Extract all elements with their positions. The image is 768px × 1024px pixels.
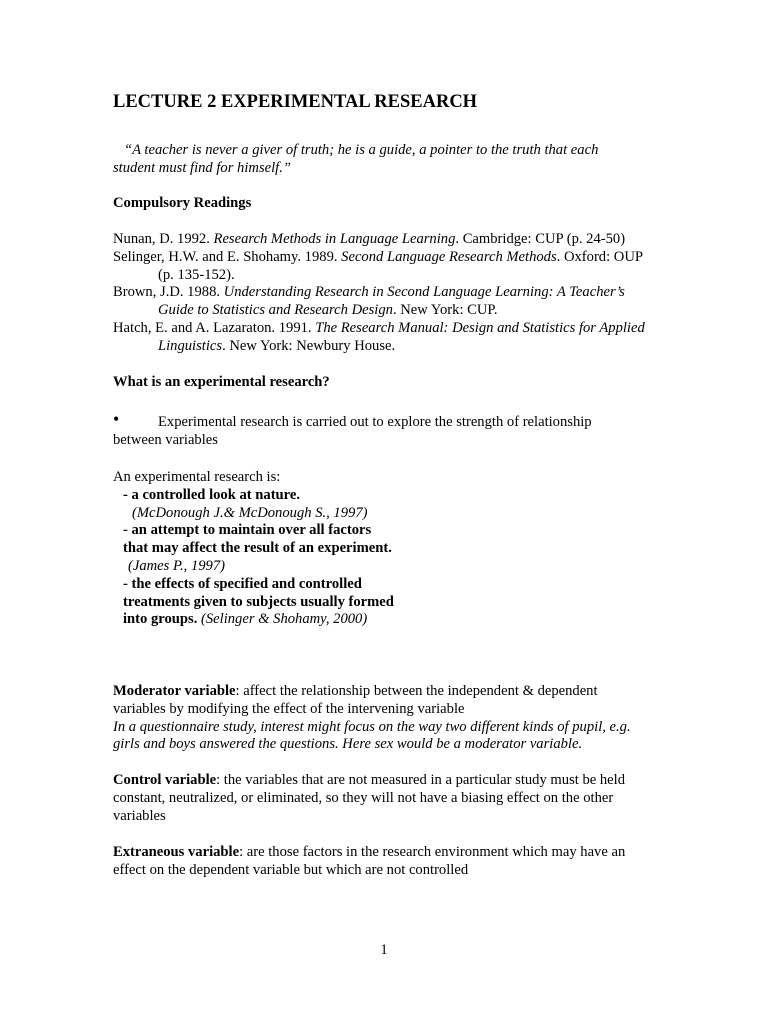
- definition-1-citation: (McDonough J.& McDonough S., 1997): [132, 504, 368, 521]
- extraneous-variable-paragraph: Extraneous variable: are those factors in the research environment which may have an effect on the dependent variable but which are not controlled: [113, 844, 626, 878]
- definitions-block: [113, 469, 658, 629]
- definition-3-line-3: into groups. (Selinger & Shohamy, 2000): [123, 611, 368, 628]
- page-title: LECTURE 2 EXPERIMENTAL RESEARCH: [113, 92, 478, 112]
- readings-heading: Compulsory Readings: [113, 195, 252, 211]
- moderator-variable-paragraph: Moderator variable: affect the relationship between the independent & dependent variables by modifying the effect of the intervening variable In a questionnaire study, interest might focus on the way two different kinds of pupil, e.g. girls and boys answered the questions. Here sex would be a moderator variable.: [113, 683, 658, 754]
- definition-2-line-2: that may affect the result of an experiment.: [123, 540, 392, 557]
- definition-3-citation: (Selinger & Shohamy, 2000): [201, 611, 368, 628]
- control-variable-paragraph: Control variable: the variables that are not measured in a particular study must be held constant, neutralized, or eliminated, so they will not have a biasing effect on the other variables: [113, 772, 626, 824]
- reading-item-4: Hatch, E. and A. Lazaraton. 1991. The Research Manual: Design and Statistics for Applied Linguistics. New York: Newbury House.: [113, 319, 645, 354]
- control-term: Control variable: [113, 772, 217, 788]
- reading-item-1: Nunan, D. 1992. Research Methods in Language Learning. Cambridge: CUP (p. 24-50): [113, 231, 626, 247]
- moderator-term: Moderator variable: [113, 683, 236, 699]
- bullet-item: [113, 409, 658, 450]
- bullet-line-2: between variables: [113, 431, 218, 448]
- readings-list: [113, 231, 658, 356]
- reading-item-2: Selinger, H.W. and E. Shohamy. 1989. Second Language Research Methods. Oxford: OUP (p. 135-152).: [113, 248, 643, 283]
- bullet-icon: •: [113, 409, 120, 429]
- definitions-intro: An experimental research is:: [113, 469, 281, 485]
- definition-1: - a controlled look at nature.: [123, 486, 301, 503]
- moderator-example-2: girls and boys answered the questions. Here sex would be a moderator variable.: [113, 736, 583, 753]
- definition-3-line-1: - the effects of specified and controlled: [123, 575, 362, 592]
- extraneous-term: Extraneous variable: [113, 844, 240, 860]
- definition-3-line-2: treatments given to subjects usually formed: [123, 593, 394, 610]
- moderator-example-1: In a questionnaire study, interest might focus on the way two different kinds of pupil, e.g.: [113, 718, 631, 735]
- reading-item-3: Brown, J.D. 1988. Understanding Research in Second Language Learning: A Teacher’s Guide to Statistics and Research Design. New York: CUP.: [113, 284, 625, 319]
- epigraph-quote: [113, 142, 658, 178]
- quote-line-2: student must find for himself.”: [113, 159, 291, 176]
- bullet-line-1: Experimental research is carried out to explore the strength of relationship: [158, 414, 592, 430]
- quote-line-1: “A teacher is never a giver of truth; he is a guide, a pointer to the truth that each: [124, 142, 599, 158]
- section-heading-what-is: What is an experimental research?: [113, 374, 330, 390]
- page-number: 1: [380, 942, 388, 958]
- definition-2-line-1: - an attempt to maintain over all factors: [123, 522, 372, 539]
- definition-2-citation: (James P., 1997): [128, 557, 226, 574]
